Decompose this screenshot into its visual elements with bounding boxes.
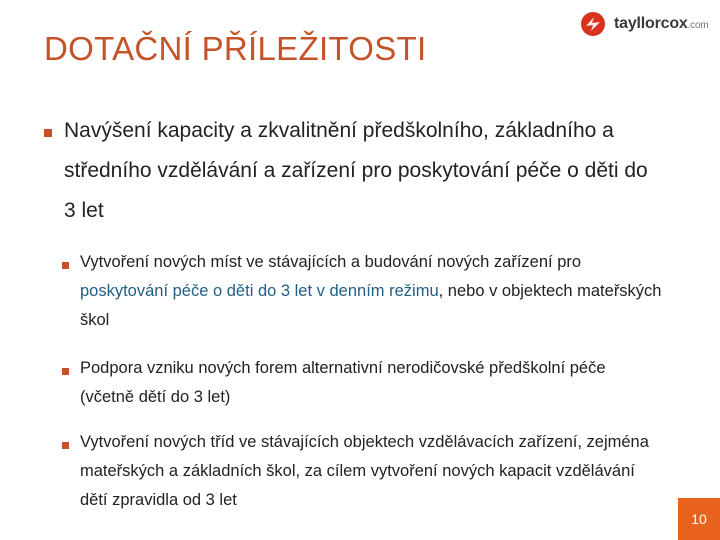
logo-text xyxy=(614,15,708,33)
sub-bullet-item-2 xyxy=(62,359,662,412)
company-logo xyxy=(580,10,708,38)
sub-bullet-1-after: , nebo v objektech mateřských škol xyxy=(80,282,662,329)
main-bullet-text: Navýšení kapacity a zkvalitnění předškolního, základního a středního vzdělávání a zařízení pro poskytování péče o děti do 3 let xyxy=(64,119,648,222)
main-bullet-item xyxy=(44,120,664,231)
logo-tld: .com xyxy=(687,20,709,31)
square-bullet-icon xyxy=(44,129,52,137)
sub-bullet-text-1 xyxy=(80,248,662,335)
logo-mark-icon xyxy=(580,11,606,37)
page-number-badge: 10 xyxy=(678,498,720,540)
sub-bullet-item-1 xyxy=(62,253,662,335)
sub-bullet-text-2: Podpora vzniku nových forem alternativní nerodičovské předškolní péče (včetně dětí do 3 let) xyxy=(80,359,606,406)
sub-bullet-1-highlight: poskytování péče o děti do 3 let v denním režimu xyxy=(80,282,439,300)
square-bullet-icon xyxy=(62,262,69,269)
sub-bullet-text-3: Vytvoření nových tříd ve stávajících objektech vzdělávacích zařízení, zejména mateřských a základních škol, za cílem vytvoření nových kapacit vzdělávání dětí zpravidla od 3 let xyxy=(80,433,649,509)
slide-title: DOTAČNÍ PŘÍLEŽITOSTI xyxy=(44,30,427,67)
sub-bullet-1-before: Vytvoření nových míst ve stávajících a budování nových zařízení pro xyxy=(80,253,582,271)
square-bullet-icon xyxy=(62,442,69,449)
square-bullet-icon xyxy=(62,368,69,375)
logo-name: tayllorcox xyxy=(614,15,688,32)
sub-bullet-item-3 xyxy=(62,433,662,515)
